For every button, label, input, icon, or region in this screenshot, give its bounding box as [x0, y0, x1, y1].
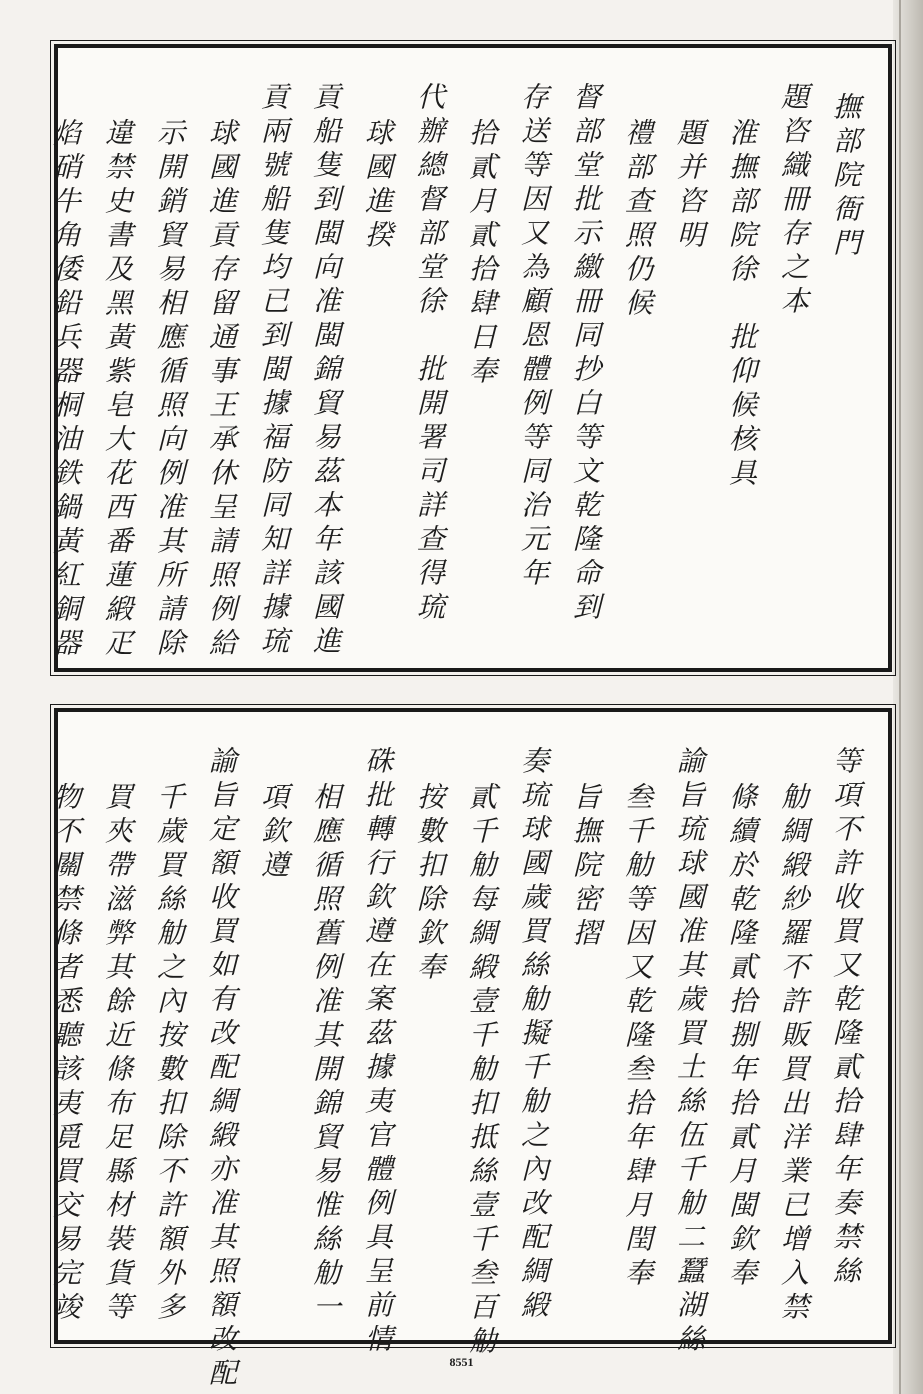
- text-column: 觔綢緞紗羅不許販買出洋業已增入禁: [777, 782, 810, 1326]
- text-column: 硃批轉行欽遵在案茲據夷官體例具呈前情: [361, 746, 394, 1358]
- text-column: 焰硝牛角倭鉛兵器桐油鉄鍋黃紅銅器: [49, 118, 82, 662]
- text-column: 相應循照舊例准其開錦貿易惟絲觔一: [309, 782, 342, 1326]
- text-column: 球國進揆: [361, 118, 394, 254]
- text-column: 物不關禁條者悉聽該夷覓買交易完竣: [49, 782, 82, 1326]
- text-column: 代辦總督部堂徐 批開署司詳查得琉: [413, 82, 446, 626]
- text-column: 貢兩號船隻均已到閩據福防同知詳據琉: [257, 82, 290, 660]
- text-column: 等項不許收買又乾隆貳拾肆年奏禁絲: [829, 746, 862, 1290]
- text-column: 存送等因又為顧恩體例等同治元年: [517, 82, 550, 592]
- text-column: 拾貳月貳拾肆日奉: [465, 118, 498, 390]
- top-panel: [49, 44, 892, 672]
- text-column: 千歲買絲觔之內按數扣除不許額外多: [153, 782, 186, 1326]
- text-column: 旨撫院密摺: [569, 782, 602, 952]
- text-column: 球國進貢存留通事王承休呈請照例給: [205, 118, 238, 662]
- text-column: 示開銷貿易相應循照向例准其所請除: [153, 118, 186, 662]
- binding-edge: [893, 0, 923, 1394]
- text-column: 題咨織冊存之本: [777, 82, 810, 320]
- page-number: 8551: [449, 1355, 474, 1369]
- text-column: 買夾帶滋弊其餘近條布足縣材裝貨等: [101, 782, 134, 1326]
- text-column: 叁千觔等因又乾隆叁拾年肆月閏奉: [621, 782, 654, 1292]
- text-column: 項欽遵: [257, 782, 290, 884]
- text-column: 淮撫部院徐 批仰候核具: [725, 118, 758, 492]
- text-column: 撫部院衙門: [829, 92, 862, 262]
- text-column: 禮部查照仍候: [621, 118, 654, 322]
- text-column: 諭旨琉球國准其歲買土絲伍千觔二蠶湖絲: [673, 746, 706, 1358]
- text-column: 按數扣除欽奉: [413, 782, 446, 986]
- text-column: 違禁史書及黑黃紫皂大花西番蓮緞疋: [101, 118, 134, 662]
- top-text-columns: [49, 82, 866, 662]
- text-column: 貢船隻到閩向准閩錦貿易茲本年該國進: [309, 82, 342, 660]
- text-column: 條續於乾隆貳拾捌年拾貳月閩欽奉: [725, 782, 758, 1292]
- text-column: 奏琉球國歲買絲觔擬千觔之內改配綢緞: [517, 746, 550, 1324]
- text-column: 諭旨定額收買如有改配綢緞亦准其照額改配: [205, 746, 238, 1392]
- text-column: 督部堂批示繳冊同抄白等文乾隆命到: [569, 82, 602, 626]
- text-column: 貳千觔每綢緞壹千觔扣抵絲壹千叁百觔: [465, 782, 498, 1360]
- text-column: 題并咨明: [673, 118, 706, 254]
